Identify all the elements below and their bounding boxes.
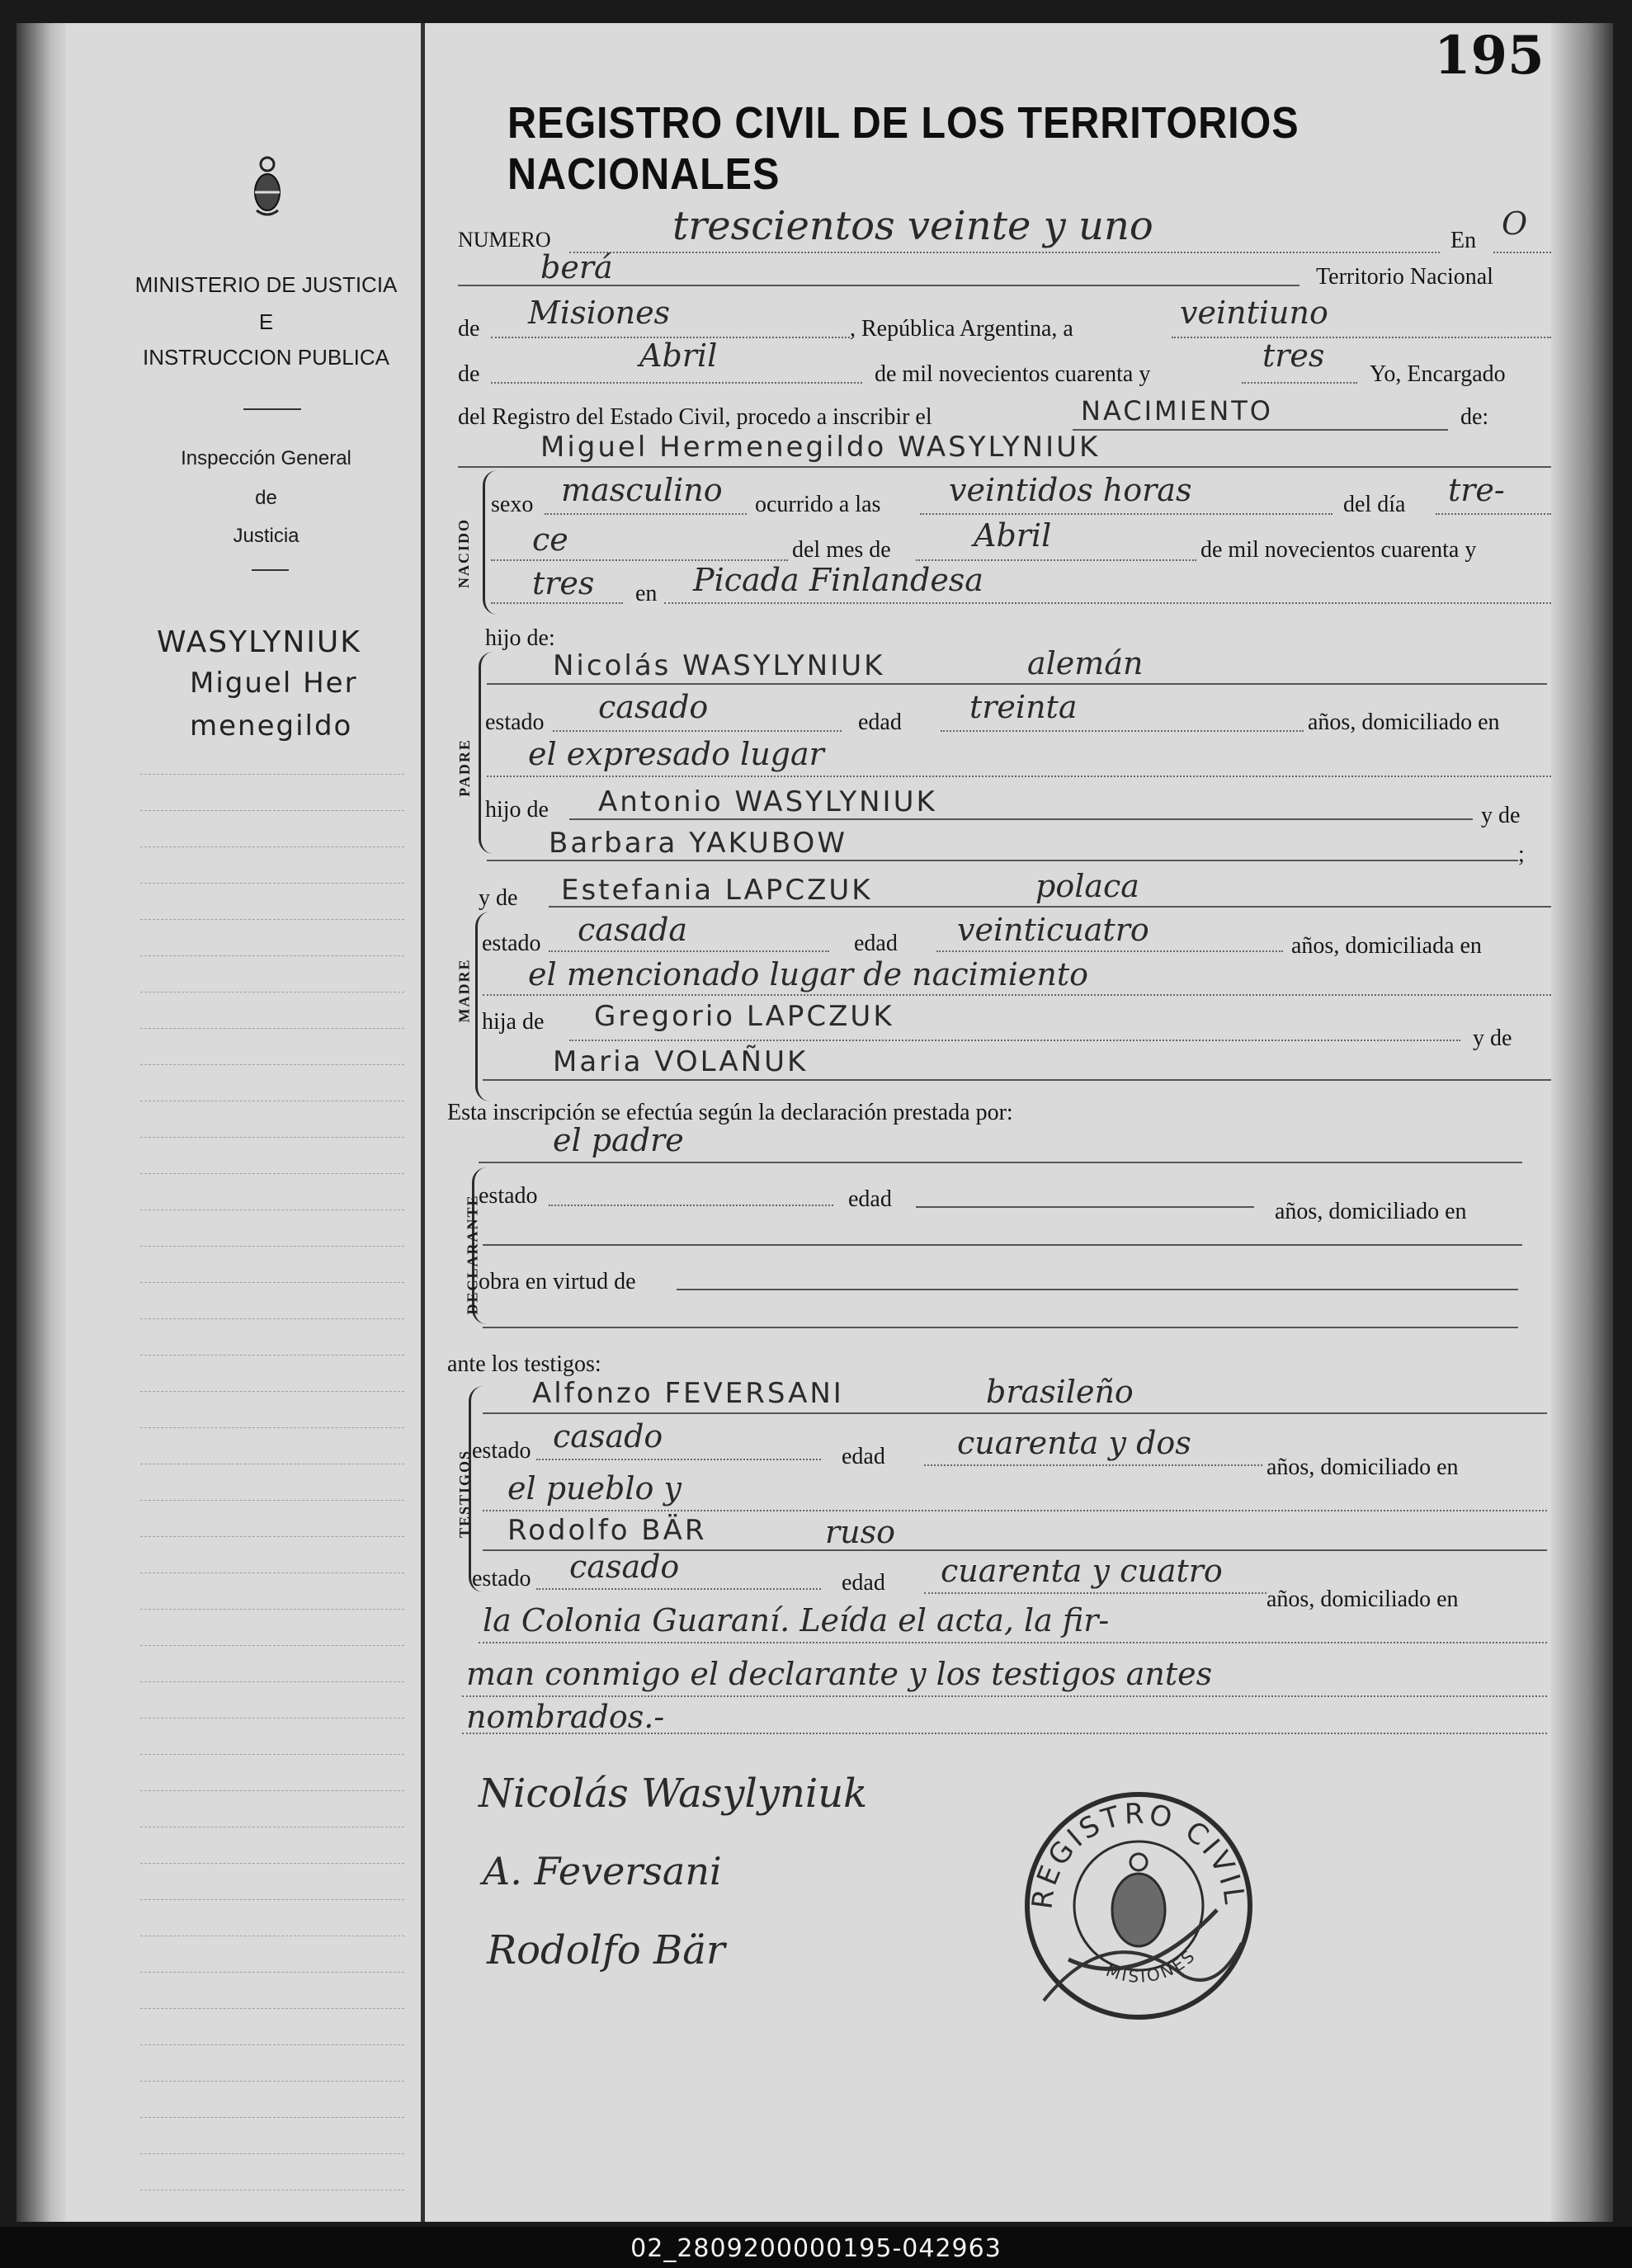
label-numero: NUMERO: [458, 228, 551, 252]
value-hora: veintidos horas: [949, 472, 1192, 508]
value-testigo1-edad: cuarenta y dos: [957, 1425, 1191, 1461]
value-testigo1-dom: el pueblo y: [507, 1470, 682, 1506]
value-madre-edad: veinticuatro: [957, 912, 1149, 948]
line-dia-nac2: [491, 559, 788, 561]
value-padre-nac: alemán: [1027, 645, 1144, 681]
stub-rule-line: [140, 1681, 404, 1682]
value-sexo: masculino: [561, 472, 723, 508]
line-en: [1493, 252, 1551, 253]
ministry-divider: [243, 408, 301, 410]
line-testigo1: [483, 1412, 1547, 1414]
page-number: 195: [1434, 25, 1545, 87]
label-en: En: [1450, 228, 1477, 253]
inspection-divider: [252, 569, 289, 571]
label-estado-t2: estado: [472, 1566, 531, 1591]
stub-rule-line: [140, 992, 404, 993]
line-t1-dom: [483, 1510, 1547, 1511]
brace-padre: [479, 652, 494, 854]
line-abuela-p: [487, 860, 1518, 861]
line-mes-nac: [916, 559, 1196, 561]
line-dia-nac1: [1436, 513, 1551, 515]
line-nombre: [458, 466, 1551, 468]
label-declarante: DECLARANTE: [464, 1194, 481, 1315]
line-t2-edad: [924, 1592, 1266, 1594]
value-abuela-p: Barbara YAKUBOW: [549, 827, 847, 860]
line-abuelo-p: [569, 818, 1473, 820]
line-lugar-nac: [664, 602, 1551, 604]
stub-rule-line: [140, 1246, 404, 1247]
stub-rule-line: [140, 919, 404, 920]
stub-rule-line: [140, 1972, 404, 1973]
ministry-line3: INSTRUCCION PUBLICA: [142, 345, 390, 370]
stub-rule-line: [140, 1754, 404, 1755]
value-numero: trescientos veinte y uno: [672, 203, 1153, 249]
line-padre-edad: [941, 730, 1304, 732]
value-madre-dom: el mencionado lugar de nacimiento: [528, 956, 1089, 993]
label-ocurrido: ocurrido a las: [755, 492, 881, 517]
line-t2-estado: [536, 1588, 821, 1590]
label-testigos: TESTIGOS: [456, 1449, 474, 1539]
stub-rule-line: [140, 883, 404, 884]
line-hora: [920, 513, 1332, 515]
stub-rule-line: [140, 1718, 404, 1719]
stub-rule-line: [140, 1282, 404, 1283]
value-padre-dom: el expresado lugar: [528, 736, 824, 772]
margin-note-given2: menegildo: [190, 710, 353, 743]
stub-rule-line: [140, 1355, 404, 1356]
value-abuela-m: Maria VOLAÑUK: [553, 1045, 809, 1078]
value-padre-estado: casado: [598, 689, 709, 725]
stub-rule-line: [140, 1173, 404, 1174]
value-en: O: [1502, 205, 1528, 242]
value-testigo2-nac: ruso: [825, 1514, 896, 1550]
stamp-top-text: REGISTRO CIVIL: [1026, 1797, 1252, 1912]
label-territorio: Territorio Nacional: [1316, 264, 1493, 290]
label-padre: PADRE: [455, 738, 473, 797]
value-anio-nac: tres: [532, 565, 595, 601]
value-testigo2-estado: casado: [569, 1549, 680, 1585]
value-dia-nac2: ce: [532, 521, 568, 558]
line-closing2: [462, 1695, 1547, 1697]
line-closing3: [462, 1733, 1547, 1734]
label-y-de-padre: y de: [1481, 803, 1521, 828]
stub-rule-line: [140, 1028, 404, 1029]
label-mil-1: de mil novecientos cuarenta y: [875, 361, 1151, 387]
value-mes: Abril: [639, 337, 718, 374]
label-de-2: de: [458, 361, 480, 387]
line-tipo: [1073, 429, 1448, 431]
stub-rule-line: [140, 955, 404, 956]
line-anio: [1242, 382, 1357, 384]
label-anos-padre: años, domiciliado en: [1308, 710, 1500, 735]
stub-rule-line: [140, 2153, 404, 2154]
line-place: [458, 285, 1299, 286]
stub-rule-line: [140, 2081, 404, 2082]
value-lugar-nac: Picada Finlandesa: [693, 562, 983, 598]
line-abuela-m: [483, 1079, 1551, 1081]
line-obra: [677, 1289, 1518, 1290]
value-madre-nac: polaca: [1035, 868, 1139, 904]
stub-rule-line: [140, 1064, 404, 1065]
value-padre-nombre: Nicolás WASYLYNIUK: [553, 649, 885, 682]
value-testigo1-nac: brasileño: [986, 1374, 1134, 1410]
value-nombre: Miguel Hermenegildo WASYLYNIUK: [540, 431, 1101, 464]
label-inscripcion: Esta inscripción se efectúa según la declaración prestada por:: [447, 1100, 1013, 1125]
line-t1-edad: [924, 1464, 1262, 1466]
stub-divider: [421, 23, 425, 2222]
label-anos-madre: años, domiciliada en: [1291, 933, 1482, 959]
value-padre-edad: treinta: [969, 689, 1078, 725]
ministry-line2: E: [258, 309, 274, 334]
margin-note-surname: WASYLYNIUK: [157, 625, 361, 659]
registry-stamp: [1019, 1786, 1258, 2025]
label-madre: MADRE: [455, 958, 473, 1023]
value-mes-nac: Abril: [974, 517, 1052, 554]
label-y-de-madre2: y de: [1473, 1026, 1512, 1051]
stub-rule-line: [140, 1318, 404, 1319]
value-testigo2: Rodolfo BÄR: [507, 1514, 707, 1547]
inspection-line3: Justicia: [233, 525, 300, 547]
value-closing3: nombrados.-: [466, 1699, 665, 1735]
stub-rule-line: [140, 1391, 404, 1392]
label-en-lugar: en: [635, 581, 658, 606]
signature-testigo1: A. Feversani: [483, 1849, 722, 1893]
label-de-1: de: [458, 316, 480, 342]
value-territorio: Misiones: [528, 295, 671, 331]
stub-rule-line: [140, 1609, 404, 1610]
stub-rule-line: [140, 1899, 404, 1900]
line-estado-declarante: [549, 1205, 833, 1206]
coat-of-arms-icon: [252, 153, 283, 219]
stub-rule-line: [140, 1536, 404, 1537]
footer-id: 02_2809200000195-042963: [630, 2234, 1002, 2263]
value-madre-nombre: Estefania LAPCZUK: [561, 874, 873, 907]
label-de-colon: de:: [1460, 404, 1489, 430]
label-yo: Yo, Encargado: [1370, 361, 1506, 387]
stub-rule-line: [140, 2044, 404, 2045]
value-closing2: man conmigo el declarante y los testigos antes: [466, 1656, 1213, 1692]
stub-rule-line: [140, 1863, 404, 1864]
label-estado-t1: estado: [472, 1438, 531, 1464]
line-mes: [491, 382, 862, 384]
line-abuelo-m: [569, 1040, 1460, 1041]
inspection-line1: Inspección General: [181, 447, 351, 469]
stub-rule-line: [140, 1790, 404, 1791]
signature-testigo2: Rodolfo Bär: [487, 1927, 725, 1973]
value-madre-estado: casada: [578, 912, 688, 948]
label-edad-madre: edad: [854, 931, 898, 956]
label-hijo-de-padre: hijo de: [485, 797, 549, 823]
value-dia: veintiuno: [1180, 295, 1328, 331]
value-testigo1: Alfonzo FEVERSANI: [532, 1377, 844, 1410]
line-dom-declarante: [483, 1244, 1522, 1246]
label-y-de-madre: y de: [479, 885, 518, 911]
left-edge-shadow: [17, 23, 66, 2222]
right-edge-shadow: [1551, 23, 1613, 2222]
label-republica: , República Argentina, a: [850, 316, 1073, 342]
line-madre-dom: [483, 994, 1551, 996]
label-anos-t2: años, domiciliado en: [1266, 1587, 1459, 1612]
label-del-dia: del día: [1343, 492, 1406, 517]
line-madre-estado: [549, 950, 829, 952]
label-edad-padre: edad: [858, 710, 902, 735]
line-declarante-1: [479, 1162, 1522, 1163]
line-edad-declarante: [916, 1206, 1254, 1208]
margin-note-given1: Miguel Her: [190, 667, 358, 700]
stub-rule-line: [140, 810, 404, 811]
value-testigo2-edad: cuarenta y cuatro: [941, 1553, 1223, 1589]
label-edad-t2: edad: [842, 1570, 885, 1596]
line-anio-nac: [491, 602, 623, 604]
value-closing1: la Colonia Guaraní. Leída el acta, la fir-: [483, 1602, 1110, 1639]
label-estado-declarante: estado: [479, 1183, 538, 1209]
line-padre-nombre: [487, 683, 1547, 685]
label-registro: del Registro del Estado Civil, procedo a inscribir el: [458, 404, 932, 430]
line-dia: [1172, 337, 1551, 338]
label-estado-madre: estado: [482, 931, 541, 956]
value-tipo: NACIMIENTO: [1081, 395, 1273, 427]
value-dia-nac1: tre-: [1448, 472, 1505, 508]
label-mil-2: de mil novecientos cuarenta y: [1200, 537, 1477, 563]
label-edad-declarante: edad: [848, 1186, 892, 1212]
label-anos-t1: años, domiciliado en: [1266, 1455, 1459, 1480]
label-obra: obra en virtud de: [479, 1269, 636, 1294]
value-abuelo-p: Antonio WASYLYNIUK: [598, 785, 937, 818]
signature-declarante: Nicolás Wasylyniuk: [479, 1771, 868, 1817]
stub-rule-line: [140, 1209, 404, 1210]
label-anos-declarante: años, domiciliado en: [1275, 1199, 1467, 1224]
label-estado-padre: estado: [485, 710, 545, 735]
line-madre-edad: [936, 950, 1283, 952]
ministry-line1: MINISTERIO DE JUSTICIA: [134, 272, 398, 297]
stub-rule-line: [140, 2008, 404, 2009]
stub-rule-line: [140, 1500, 404, 1501]
label-semicolon: ;: [1518, 842, 1525, 867]
stub-rule-line: [140, 846, 404, 847]
line-closing1: [479, 1642, 1547, 1643]
stamp-bottom-text: MISIONES: [1103, 1945, 1200, 1987]
line-padre-estado: [553, 730, 842, 732]
value-testigo1-estado: casado: [553, 1418, 663, 1455]
label-hija-de: hija de: [482, 1009, 545, 1035]
stub-rule-line: [140, 1645, 404, 1646]
value-abuelo-m: Gregorio LAPCZUK: [594, 1000, 894, 1033]
line-madre-nombre: [549, 906, 1551, 908]
stub-rule-line: [140, 1137, 404, 1138]
stub-rule-line: [140, 774, 404, 775]
value-place: berá: [540, 249, 613, 285]
value-declarante: el padre: [553, 1122, 684, 1158]
label-ante: ante los testigos:: [447, 1351, 601, 1377]
label-edad-t1: edad: [842, 1444, 885, 1469]
value-anio: tres: [1262, 337, 1325, 374]
line-sexo: [545, 513, 747, 515]
form-title: REGISTRO CIVIL DE LOS TERRITORIOS NACIONALES: [507, 98, 1299, 199]
stub-rule-line: [140, 1427, 404, 1428]
stub-rule-line: [140, 2117, 404, 2118]
label-hijo-de: hijo de:: [485, 625, 555, 651]
label-sexo: sexo: [491, 492, 534, 517]
inspection-line2: de: [255, 487, 277, 509]
line-obra-2: [483, 1327, 1518, 1328]
label-del-mes: del mes de: [792, 537, 891, 563]
line-numero: [569, 252, 1440, 253]
line-padre-dom: [487, 776, 1551, 777]
line-t1-estado: [536, 1459, 821, 1460]
label-nacido: NACIDO: [455, 517, 473, 589]
